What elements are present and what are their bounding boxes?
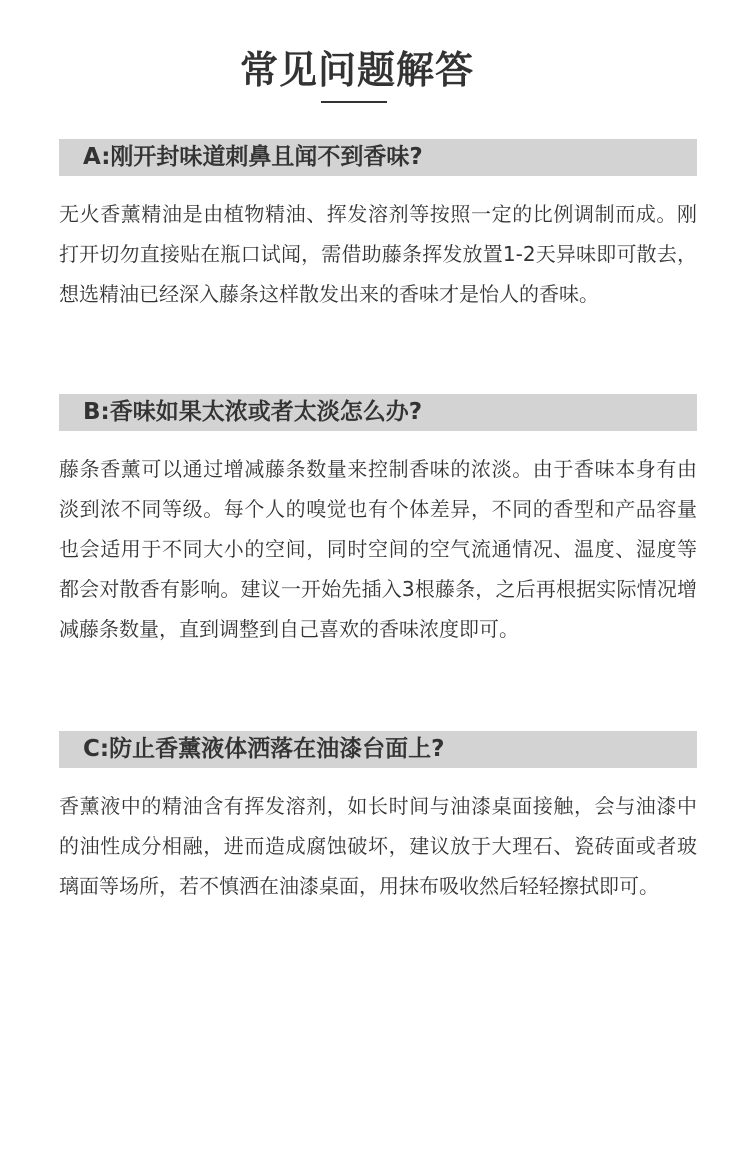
- title-underline: [321, 101, 387, 103]
- faq-question: A:刚开封味道刺鼻且闻不到香味?: [59, 139, 697, 176]
- faq-question: B:香味如果太浓或者太淡怎么办?: [59, 394, 697, 431]
- faq-answer: 香薰液中的精油含有挥发溶剂，如长时间与油漆桌面接触，会与油漆中的油性成分相融，进而造成腐蚀破坏，建议放于大理石、瓷砖面或者玻璃面等场所，若不慎洒在油漆桌面，用抹布吸收然后轻轻擦拭即可。: [59, 794, 697, 898]
- faq-item-b: [59, 394, 697, 669]
- faq-item-c: [59, 731, 697, 926]
- faq-answer: 无火香薰精油是由植物精油、挥发溶剂等按照一定的比例调制而成。刚打开切勿直接贴在瓶口试闻，需借助藤条挥发放置1-2天异味即可散去，想选精油已经深入藤条这样散发出来的香味才是怡人的香味。: [59, 202, 697, 306]
- faq-item-a: [59, 139, 697, 334]
- faq-answer: 藤条香薰可以通过增减藤条数量来控制香味的浓淡。由于香味本身有由淡到浓不同等级。每个人的嗅觉也有个体差异，不同的香型和产品容量也会适用于不同大小的空间，同时空间的空气流通情况、温度、湿度等都会对散香有影响。建议一开始先插入3根藤条，之后再根据实际情况增减藤条数量，直到调整到自己喜欢的香味浓度即可。: [59, 457, 697, 641]
- faq-question: C:防止香薰液体洒落在油漆台面上?: [59, 731, 697, 768]
- page-title: 常见问题解答: [239, 48, 474, 92]
